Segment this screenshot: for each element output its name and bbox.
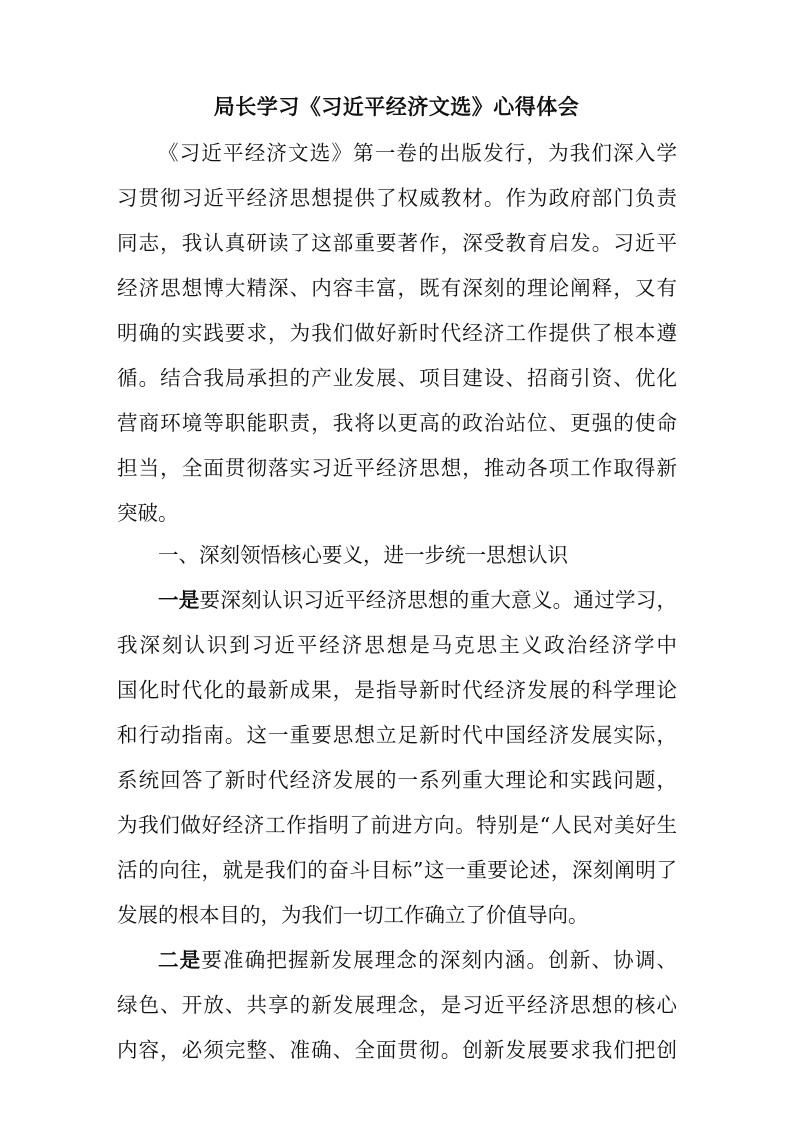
intro-line: 同志，我认真研读了这部重要著作，深受教育启发。习近平	[117, 231, 677, 255]
intro-line: 经济思想博大精深、内容丰富，既有深刻的理论阐释，又有	[117, 276, 677, 300]
paragraph-lead: 二是	[158, 948, 202, 972]
section-heading: 一、深刻领悟核心要义，进一步统一思想认识	[158, 543, 568, 567]
paragraph-first-line	[158, 585, 677, 615]
paragraph-first-line	[158, 945, 677, 975]
paragraph-line: 绿色、开放、共享的新发展理念，是习近平经济思想的核心	[117, 993, 677, 1017]
paragraph-line: 系统回答了新时代经济发展的一系列重大理论和实践问题，	[117, 768, 677, 792]
intro-line: 循。结合我局承担的产业发展、项目建设、招商引资、优化	[117, 366, 677, 390]
paragraph-line: 活的向往，就是我们的奋斗目标”这一重要论述，深刻阐明了	[117, 858, 677, 882]
paragraph-line: 国化时代化的最新成果，是指导新时代经济发展的科学理论	[117, 678, 677, 702]
paragraph-text: 要深刻认识习近平经济思想的重大意义。通过学习，	[199, 588, 678, 612]
paragraph-lead: 一是	[158, 588, 200, 612]
intro-line: 营商环境等职能职责，我将以更高的政治站位、更强的使命	[117, 411, 677, 435]
paragraph-line: 内容，必须完整、准确、全面贯彻。创新发展要求我们把创	[117, 1038, 677, 1062]
intro-line: 《习近平经济文选》第一卷的出版发行，为我们深入学	[158, 141, 677, 165]
paragraph-text: 要准确把握新发展理念的深刻内涵。创新、协调、	[201, 948, 678, 972]
document-title: 局长学习《习近平经济文选》心得体会	[213, 94, 580, 119]
intro-line: 突破。	[117, 501, 179, 525]
intro-line: 习贯彻习近平经济思想提供了权威教材。作为政府部门负责	[117, 186, 677, 210]
intro-line: 明确的实践要求，为我们做好新时代经济工作提供了根本遵	[117, 321, 677, 345]
paragraph-line: 为我们做好经济工作指明了前进方向。特别是“人民对美好生	[117, 813, 677, 837]
paragraph-line: 和行动指南。这一重要思想立足新时代中国经济发展实际，	[117, 723, 677, 747]
paragraph-line: 我深刻认识到习近平经济思想是马克思主义政治经济学中	[117, 633, 677, 657]
intro-line: 担当，全面贯彻落实习近平经济思想，推动各项工作取得新	[117, 456, 677, 480]
paragraph-line: 发展的根本目的，为我们一切工作确立了价值导向。	[117, 903, 589, 927]
